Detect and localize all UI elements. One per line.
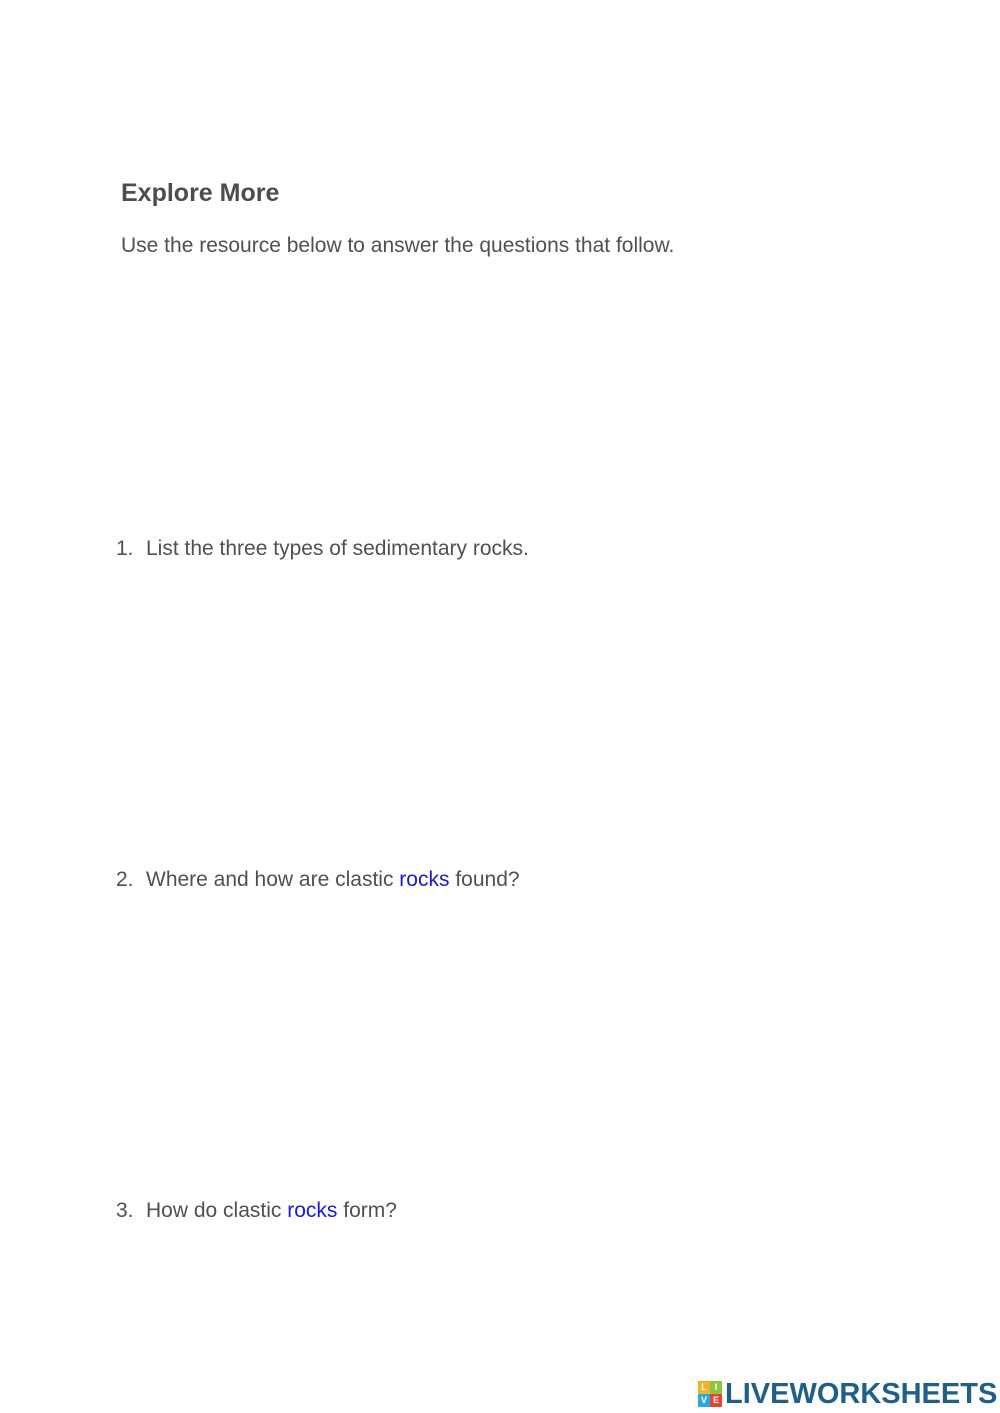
intro-text: Use the resource below to answer the questions that follow. <box>121 234 675 257</box>
liveworksheets-mark-icon <box>698 1381 722 1407</box>
question-3-text-before: How do clastic <box>146 1199 288 1222</box>
question-2 <box>116 866 520 894</box>
question-3-number: 3. <box>116 1199 134 1222</box>
liveworksheets-wordmark: LIVEWORKSHEETS <box>725 1378 998 1410</box>
question-2-text-before: Where and how are clastic <box>146 868 400 891</box>
mark-letter-l: L <box>698 1381 710 1394</box>
mark-letter-i: I <box>710 1381 722 1394</box>
mark-letter-e: E <box>710 1394 722 1407</box>
question-1 <box>116 535 529 563</box>
question-2-number: 2. <box>116 868 134 891</box>
rocks-link[interactable]: rocks <box>287 1199 338 1222</box>
section-heading: Explore More <box>121 179 280 207</box>
question-3 <box>116 1197 397 1225</box>
question-2-text-after: found? <box>449 868 520 891</box>
question-1-number: 1. <box>116 537 134 560</box>
mark-letter-v: V <box>698 1394 710 1407</box>
liveworksheets-logo <box>698 1378 997 1410</box>
rocks-link[interactable]: rocks <box>399 868 450 891</box>
question-3-text-after: form? <box>337 1199 397 1222</box>
question-1-text: List the three types of sedimentary rocks. <box>146 537 529 560</box>
